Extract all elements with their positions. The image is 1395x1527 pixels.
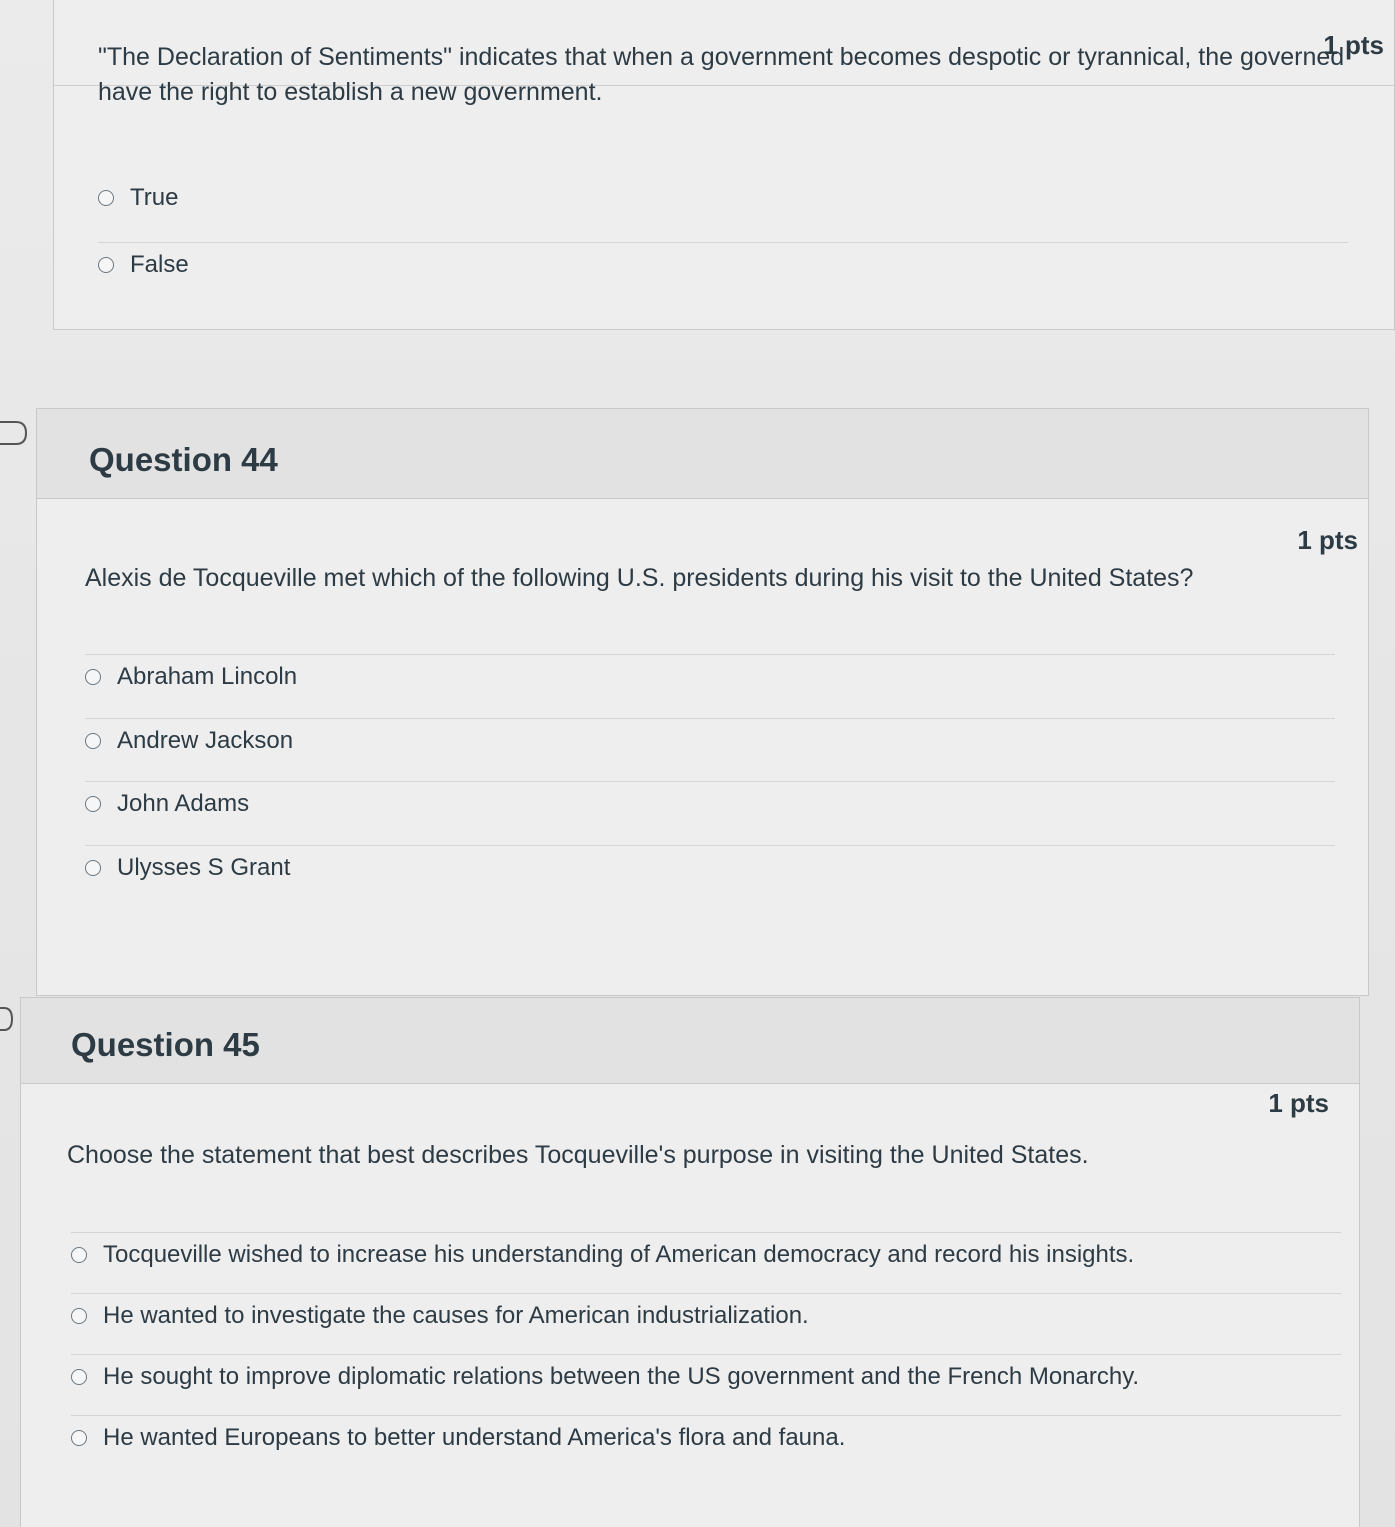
answer-option[interactable] [71,1293,1341,1337]
question-points: 1 pts [1297,525,1358,555]
answer-option[interactable] [71,1232,1341,1276]
answer-label: True [130,184,179,211]
answer-option[interactable] [71,1354,1341,1398]
question-points: 1 pts [1323,30,1384,60]
radio-button[interactable] [85,860,101,876]
answer-label: Abraham Lincoln [117,662,298,690]
radio-button[interactable] [85,796,101,812]
answer-label: Tocqueville wished to increase his understanding of American democracy and record his insights. [103,1240,1135,1268]
answer-option[interactable] [85,654,1335,698]
radio-button[interactable] [85,733,101,749]
answer-label: Ulysses S Grant [117,853,291,881]
question-text: Choose the statement that best describes Tocqueville's purpose in visiting the United States. [67,1141,1089,1169]
question-card-44 [36,408,1369,996]
question-title: Question 45 [71,1026,260,1063]
answer-option[interactable] [85,718,1335,762]
answer-label: False [130,250,189,278]
answer-label: He wanted Europeans to better understand America's flora and fauna. [103,1423,846,1451]
flag-question-icon[interactable] [0,418,30,448]
question-header [37,409,1368,499]
radio-button[interactable] [71,1369,87,1385]
answer-label: Andrew Jackson [117,726,294,754]
radio-button[interactable] [85,669,101,685]
question-title: Question 44 [89,441,278,478]
question-text: Alexis de Tocqueville met which of the following U.S. presidents during his visit to the United States? [85,564,1194,592]
question-card-43 [53,0,1395,330]
answer-option[interactable] [71,1415,1341,1459]
radio-button[interactable] [71,1308,87,1324]
answer-label: He wanted to investigate the causes for American industrialization. [103,1301,809,1329]
question-header [21,998,1359,1084]
answer-option[interactable] [85,781,1335,825]
question-card-45 [20,997,1360,1527]
radio-button[interactable] [98,190,114,206]
radio-button[interactable] [98,257,114,273]
answer-option[interactable] [85,845,1335,889]
radio-button[interactable] [71,1430,87,1446]
answer-label: He sought to improve diplomatic relations between the US government and the French Monarchy. [103,1362,1140,1390]
answer-option[interactable] [98,242,1348,286]
question-text: "The Declaration of Sentiments" indicates that when a government becomes despotic or tyrannical, the governed have the right to establish a new government. [98,43,1345,106]
answer-option[interactable] [98,176,1348,220]
radio-button[interactable] [71,1247,87,1263]
answer-label: John Adams [117,789,250,817]
question-points: 1 pts [1268,1088,1329,1118]
